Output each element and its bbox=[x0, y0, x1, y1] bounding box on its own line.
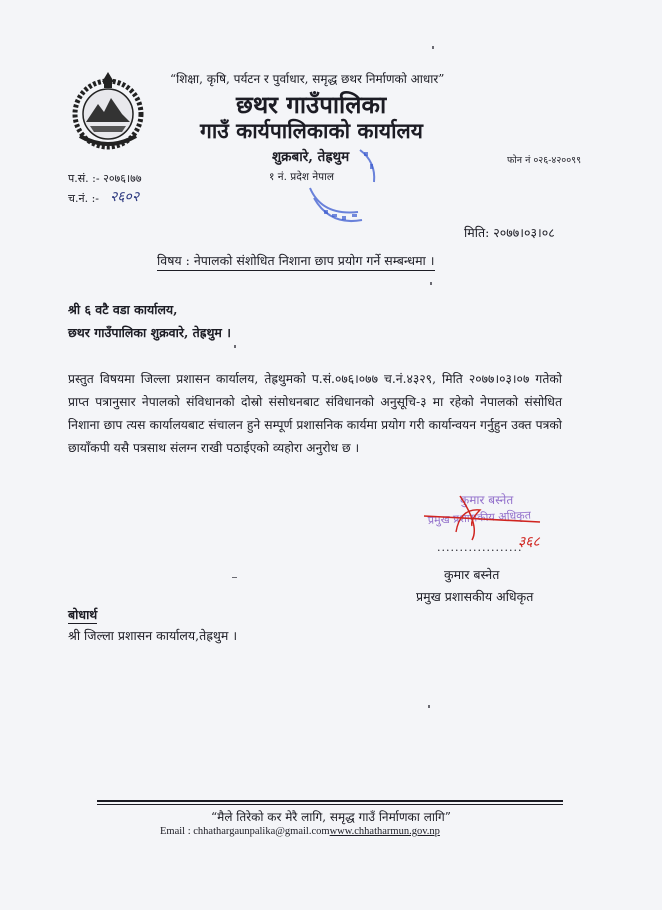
footer-email: Email : chhathargaunpalika@gmail.com bbox=[160, 826, 330, 837]
office-province: १ नं. प्रदेश नेपाल bbox=[269, 171, 334, 183]
cc-item: श्री जिल्ला प्रशासन कार्यालय,तेह्रथुम । bbox=[68, 628, 238, 643]
office-name: छथर गाउँपालिका bbox=[236, 90, 387, 119]
chalani-label: च.नं. :- bbox=[68, 192, 100, 205]
nepal-emblem-icon bbox=[64, 70, 156, 152]
footer-rule bbox=[97, 800, 563, 802]
office-location: शुक्रबारे, तेह्रथुम bbox=[272, 149, 350, 165]
footer-contact bbox=[160, 826, 440, 837]
letter-date: मिति: २०७७।०३।०८ bbox=[464, 225, 555, 240]
office-subtitle: गाउँ कार्यपालिकाको कार्यालय bbox=[200, 118, 423, 143]
header-slogan: “शिक्षा, कृषि, पर्यटन र पुर्वाधार, समृद्ध छथर निर्माणको आधार” bbox=[170, 72, 445, 86]
patra-sankhya: प.सं. :- २०७६।७७ bbox=[68, 172, 142, 185]
footer-website[interactable]: www.chhatharmun.gov.np bbox=[329, 826, 440, 837]
addressee-line-1: श्री ६ वटै वडा कार्यालय, bbox=[68, 302, 178, 317]
office-stamp-icon bbox=[300, 140, 392, 230]
scan-speck bbox=[428, 705, 430, 708]
footer-slogan: “मैले तिरेको कर मेरै लागि, समृद्ध गाउँ निर्माणका लागि” bbox=[211, 810, 451, 824]
signature-line: ................... bbox=[437, 541, 523, 554]
signer-name: कुमार बस्नेत bbox=[444, 567, 500, 582]
scan-speck bbox=[432, 46, 434, 49]
letter-subject: विषय : नेपालको संशोधित निशाना छाप प्रयोग गर्ने सम्बन्धमा । bbox=[157, 252, 435, 271]
signer-title: प्रमुख प्रशासकीय अधिकृत bbox=[416, 589, 534, 604]
addressee-line-2: छथर गाउँपालिका शुक्रवारे, तेह्रथुम । bbox=[68, 325, 231, 340]
svg-text:कुमार बस्नेत: कुमार बस्नेत bbox=[460, 493, 514, 507]
office-phone: फोन नं ०२६-४२००९९ bbox=[507, 155, 582, 166]
cc-label: बोधार्थ bbox=[68, 607, 98, 622]
chalani-number: २६०२ bbox=[110, 189, 140, 205]
svg-text:३६८: ३६८ bbox=[518, 534, 540, 550]
letter-body: प्रस्तुत विषयमा जिल्ला प्रशासन कार्यालय, तेह्रथुमको प.सं.०७६।०७७ च.नं.४३२९, मिति २०७७।०३।०७ गतेको प्राप्त पत्रानुसार नेपालको संविधानको दोस्रो संसोधनबाट संविधानको अनुसूचि-३ मा रहेको नेपालको संसोधित निशाना छाप त्यस कार्यालयबाट संचालन हुने सम्पूर्ण प्रशासनिक कार्यमा प्रयोग गरी कार्यान्वयन गर्नुहुन उक्त पत्रको छायाँकपी यसै पत्रसाथ संलग्न राखी पठाईएको व्यहोरा अनुरोध छ । bbox=[68, 372, 562, 455]
scan-speck bbox=[234, 345, 236, 348]
scan-speck bbox=[232, 577, 237, 578]
scan-speck bbox=[430, 282, 432, 285]
svg-text:प्रमुख प्रशासकीय अधिकृत: प्रमुख प्रशासकीय अधिकृत bbox=[427, 508, 532, 527]
footer-rule-thin bbox=[97, 804, 563, 805]
